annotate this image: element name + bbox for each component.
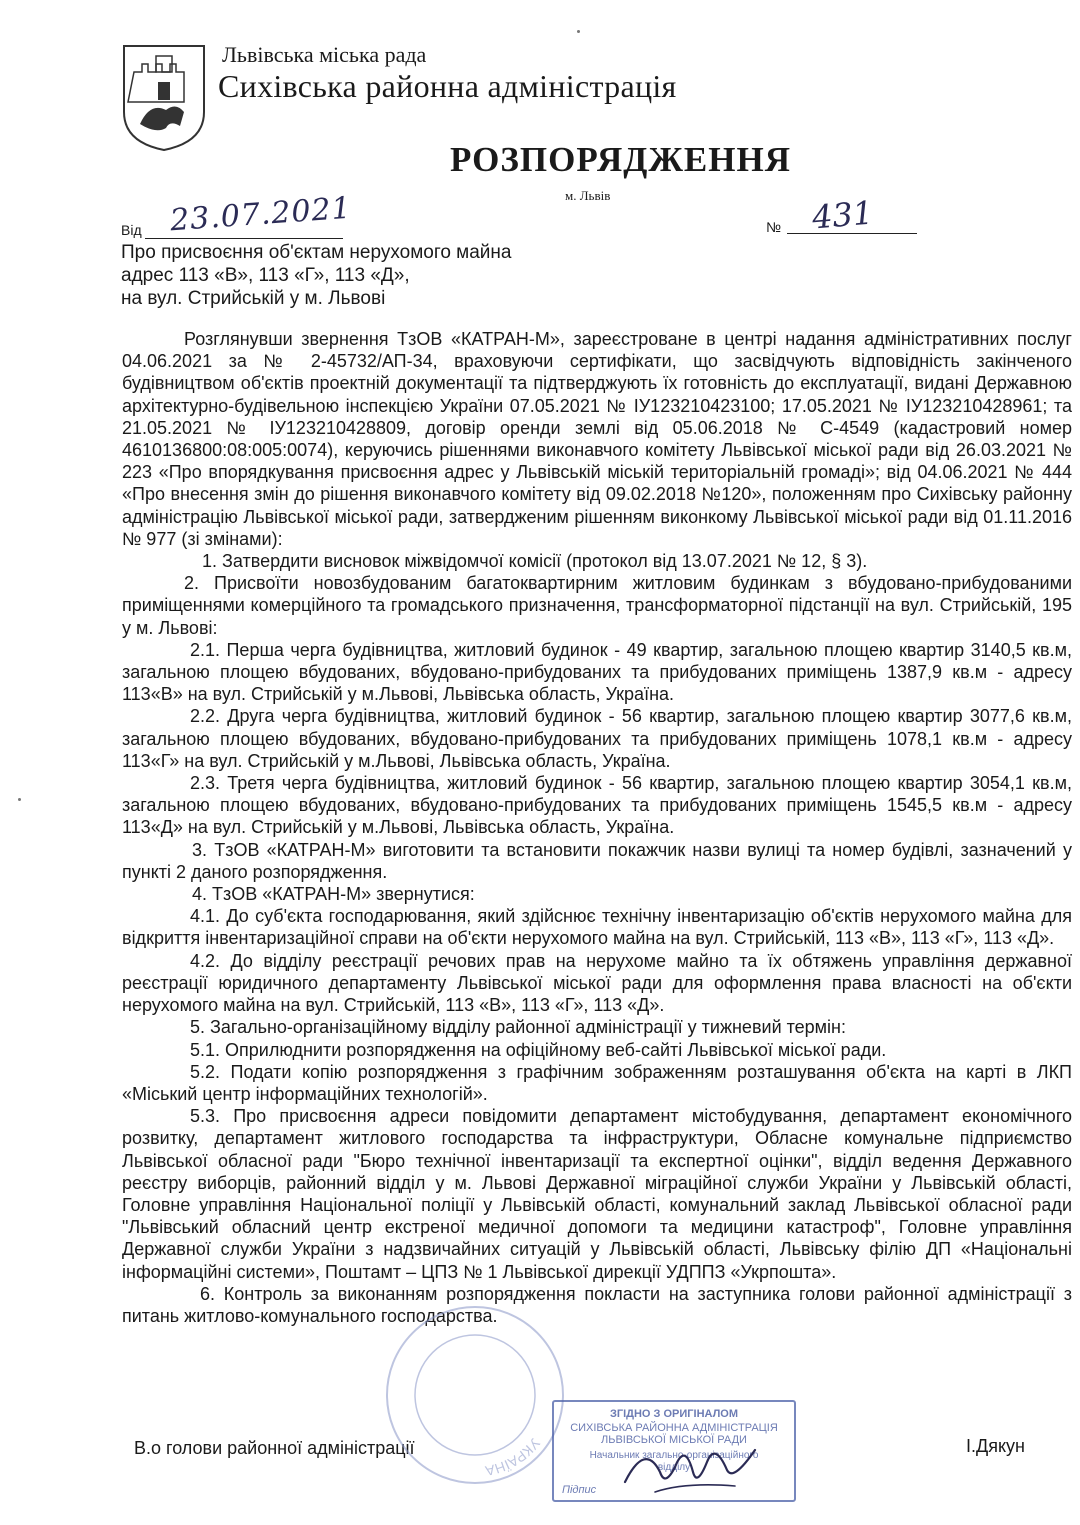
- round-seal-icon: [380, 1300, 570, 1490]
- item-2: 2. Присвоїти новозбудованим багатоквартирним житловим будинкам з вбудовано-прибудованими приміщеннями комерційного та громадського призначення, трансформаторної підстанції на вул. Стрийській, 195 у м. Львові:: [122, 573, 1072, 638]
- council-name: Львівська міська рада: [222, 42, 427, 67]
- item-4: 4. ТзОВ «КАТРАН-М» звернутися:: [192, 884, 475, 905]
- number-label: №: [766, 219, 782, 235]
- administration-name: Сихівська районна адміністрація: [218, 68, 677, 104]
- item-5-1: 5.1. Оприлюднити розпорядження на офіційному веб-сайті Львівської міської ради.: [190, 1039, 887, 1060]
- stamp-line: ЗГІДНО З ОРИГІНАЛОМ: [609, 1408, 739, 1420]
- item-2-2: 2.2. Друга черга будівництва, житловий будинок - 56 квартир, загальною площею квартир 3077,6 кв.м, загальною площею вбудованих, вбудовано-прибудованих та прибудованих приміщень 1078,1 кв.м - адресу 113«Г» на вул. Стрийській у м.Львові, Львівська область, Україна.: [122, 706, 1072, 771]
- handwritten-date: 23.07.2021: [169, 190, 353, 239]
- item-5: 5. Загально-організаційному відділу районної адміністрації у тижневий термін:: [190, 1017, 846, 1038]
- document-title: РОЗПОРЯДЖЕННЯ: [450, 140, 791, 179]
- item-2-3: 2.3. Третя черга будівництва, житловий будинок - 56 квартир, загальною площею квартир 3054,1 кв.м, загальною площею вбудованих, вбудовано-прибудованих та прибудованих приміщень 1545,5 кв.м - адресу 113«Д» на вул. Стрийській у м.Львові, Львівська область, Україна.: [122, 773, 1072, 838]
- item-1: 1. Затвердити висновок міжвідомчої комісії (протокол від 13.07.2021 № 12, § 3).: [202, 551, 868, 572]
- document-subject: [121, 241, 511, 310]
- handwritten-signature-icon: [615, 1432, 765, 1502]
- coat-of-arms-icon: [120, 42, 208, 154]
- stamp-sign-label: Підпис: [562, 1484, 597, 1496]
- stamp-line: відділу: [657, 1462, 691, 1473]
- handwritten-number: 431: [810, 193, 875, 237]
- signatory-title: В.о голови районної адміністрації: [134, 1438, 415, 1458]
- document-body: [122, 328, 1072, 1327]
- signatory-name: І.Дякун: [966, 1436, 1025, 1456]
- item-4-2: 4.2. До відділу реєстрації речових прав на нерухоме майно та їх обтяжень управління державної реєстрації юридичного департаменту Львівської міської ради для оформлення права власності на об'єкти нерухомого майна на вул. Стрийській, 113 «В», 113 «Г», 113 «Д».: [122, 950, 1072, 1016]
- stamp-line: Начальник загально-організаційного: [589, 1450, 759, 1461]
- scan-mark: [577, 30, 580, 33]
- city-label: м. Львів: [565, 188, 611, 203]
- item-6: 6. Контроль за виконанням розпорядження покласти на заступника голови районної адміністрації з питань житлово-комунального господарства.: [122, 1283, 1072, 1326]
- item-5-2: 5.2. Подати копію розпорядження з графічним зображенням розташування об'єкта на карті в ЛКП «Міський центр інформаційних технологій».: [122, 1061, 1072, 1104]
- item-2-1: 2.1. Перша черга будівництва, житловий будинок - 49 квартир, загальною площею квартир 3140,5 кв.м, загальною площею вбудованих, вбудовано-прибудованих та прибудованих приміщень 1387,9 кв.м - адресу 113«В» на вул. Стрийській у м.Львові, Львівська область, Україна.: [122, 639, 1072, 705]
- stamp-line: ЛЬВІВСЬКОЇ МІСЬКОЇ РАДИ: [601, 1434, 747, 1446]
- stamp-line: СИХІВСЬКА РАЙОННА АДМІНІСТРАЦІЯ: [570, 1422, 778, 1434]
- date-label: Від: [121, 222, 142, 238]
- seal-text: УКРАЇНА: [483, 1435, 544, 1480]
- date-underline: [145, 238, 343, 239]
- preamble-paragraph: Розглянувши звернення ТзОВ «КАТРАН-М», зареєстроване в центрі надання адміністративних послуг 04.06.2021 за № 2-45732/АП-34, враховуючи сертифікати, що засвідчують відповідність закінченого будівництвом об'єктів проектній документації та підтверджують їх готовність до експлуатації, видані Державною архітектурно-будівельною інспекцією України 07.05.2021 № ІУ123210423100; 17.05.2021 № ІУ123210428961; та 21.05.2021 № ІУ123210428809, договір оренди землі від 05.06.2018 № С-4549 (кадастровий номер 4610136800:08:005:0074), керуючись рішеннями виконавчого комітету Львівської міської ради від 26.03.2021 № 223 «Про впорядкування присвоєння адрес у Львівській міській територіальній громаді»; від 04.06.2021 № 444 «Про внесення змін до рішення виконавчого комітету від 09.02.2018 №120», положенням про Сихівську районну адміністрацію Львівської міської ради, затвердженим рішенням виконкому Львівської міської ради від 01.11.2016 № 977 (зі змінами):: [122, 329, 1072, 549]
- scan-mark: [18, 798, 21, 801]
- subject-line: адрес 113 «В», 113 «Г», 113 «Д»,: [121, 265, 410, 286]
- subject-line: на вул. Стрийській у м. Львові: [121, 288, 386, 309]
- item-5-3: 5.3. Про присвоєння адреси повідомити департамент містобудування, департамент економічного розвитку, департамент житлового господарства та інфраструктури, Обласне комунальне підприємство Львівської обласної ради "Бюро технічної інвентаризації та експертної оцінки", відділ ведення Державного реєстру виборців, районний відділ у м. Львові Державної міграційної служби України у Львівській області, Головне управління Національної поліції у Львівській області, комунальний заклад Львівської обласної ради "Львівський обласний центр екстреної медичної допомоги та медицини катастроф", Головне управління Державної служби України з надзвичайних ситуацій у Львівській області, Львівську філію ДП «Національні інформаційні системи», Поштамт – ЦПЗ № 1 Львівської дирекції УДППЗ «Укрпошта».: [122, 1106, 1072, 1282]
- subject-line: Про присвоєння об'єктам нерухомого майна: [121, 242, 512, 263]
- item-3: 3. ТзОВ «КАТРАН-М» виготовити та встановити покажчик назви вулиці та номер будівлі, зазначений у пункті 2 даного розпорядження.: [122, 839, 1072, 882]
- item-4-1: 4.1. До суб'єкта господарювання, який здійснює технічну інвентаризацію об'єктів нерухомого майна для відкриття інвентаризаційної справи на об'єкти нерухомого майна на вул. Стрийській, 113 «В», 113 «Г», 113 «Д».: [122, 906, 1072, 949]
